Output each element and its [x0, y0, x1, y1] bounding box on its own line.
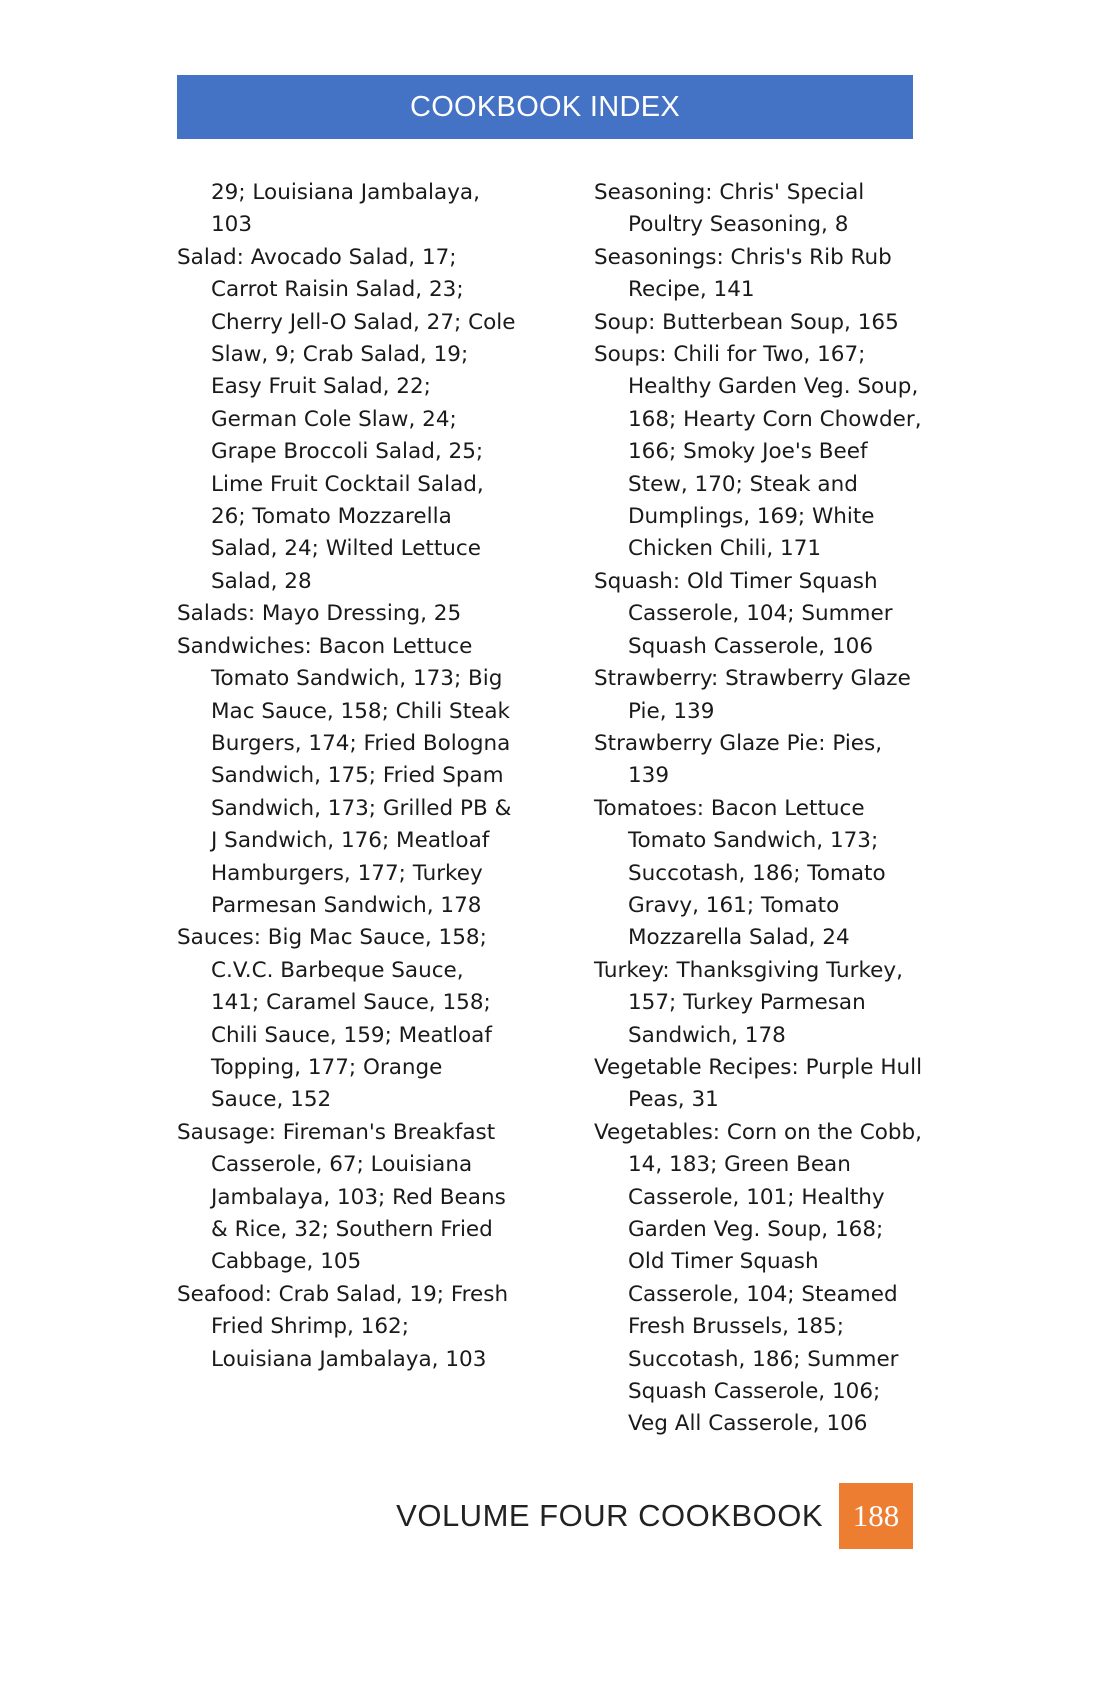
index-entry: 29; Louisiana Jambalaya, 103 [211, 180, 480, 238]
index-entry: Soup: Butterbean Soup, 165 [594, 309, 899, 335]
index-entry: Soups: Chili for Two, 167; Healthy Garden Veg. Soup, 168; Hearty Corn Chowder, 166; Smoky Joe's Beef Stew, 170; Steak and Dumplings, 169; White Chicken Chili, 171 [594, 342, 922, 562]
index-entry: Salads: Mayo Dressing, 25 [177, 601, 462, 627]
index-entry: Tomatoes: Bacon Lettuce Tomato Sandwich, 173; Succotash, 186; Tomato Gravy, 161; Tomato Mozzarella Salad, 24 [594, 795, 886, 951]
index-entry: Sausage: Fireman's Breakfast Casserole, 67; Louisiana Jambalaya, 103; Red Beans & Rice, 32; Southern Fried Cabbage, 105 [177, 1119, 506, 1275]
index-entry: Sauces: Big Mac Sauce, 158; C.V.C. Barbeque Sauce, 141; Caramel Sauce, 158; Chili Sauce, 159; Meatloaf Topping, 177; Orange Sauce, 152 [177, 925, 492, 1113]
index-column-left [177, 177, 517, 1376]
index-entry: Turkey: Thanksgiving Turkey, 157; Turkey Parmesan Sandwich, 178 [594, 957, 903, 1048]
index-entry: Seafood: Crab Salad, 19; Fresh Fried Shrimp, 162; Louisiana Jambalaya, 103 [177, 1281, 509, 1372]
index-entry: Seasonings: Chris's Rib Rub Recipe, 141 [594, 244, 892, 303]
index-entry: Vegetables: Corn on the Cobb, 14, 183; Green Bean Casserole, 101; Healthy Garden Veg. Soup, 168; Old Timer Squash Casserole, 104; Steamed Fresh Brussels, 185; Succotash, 186; Summer Squash Casserole, 106; Veg All Casserole, 106 [594, 1119, 922, 1437]
page-footer [360, 1483, 913, 1549]
index-entry: Vegetable Recipes: Purple Hull Peas, 31 [594, 1054, 923, 1113]
index-column-right [594, 177, 924, 1441]
index-entry: Salad: Avocado Salad, 17; Carrot Raisin Salad, 23; Cherry Jell-O Salad, 27; Cole Slaw, 9; Crab Salad, 19; Easy Fruit Salad, 22; German Cole Slaw, 24; Grape Broccoli Salad, 25; Lime Fruit Cocktail Salad, 26; Tomato Mozzarella Salad, 24; Wilted Lettuce Salad, 28 [177, 244, 516, 594]
page-number-badge [839, 1483, 913, 1549]
index-entry: Strawberry Glaze Pie: Pies, 139 [594, 730, 883, 789]
page-number: 188 [852, 1498, 900, 1533]
index-entry: Sandwiches: Bacon Lettuce Tomato Sandwich, 173; Big Mac Sauce, 158; Chili Steak Burgers, 174; Fried Bologna Sandwich, 175; Fried Spam Sandwich, 173; Grilled PB & J Sandwich, 176; Meatloaf Hamburgers, 177; Turkey Parmesan Sandwich, 178 [177, 633, 512, 918]
page-title: COOKBOOK INDEX [409, 90, 681, 123]
index-entry: Squash: Old Timer Squash Casserole, 104; Summer Squash Casserole, 106 [594, 568, 893, 659]
book-title: VOLUME FOUR COOKBOOK [396, 1498, 823, 1533]
index-entry: Strawberry: Strawberry Glaze Pie, 139 [594, 666, 911, 724]
index-entry: Seasoning: Chris' Special Poultry Seasoning, 8 [594, 180, 865, 238]
page-header-bar [177, 75, 913, 139]
